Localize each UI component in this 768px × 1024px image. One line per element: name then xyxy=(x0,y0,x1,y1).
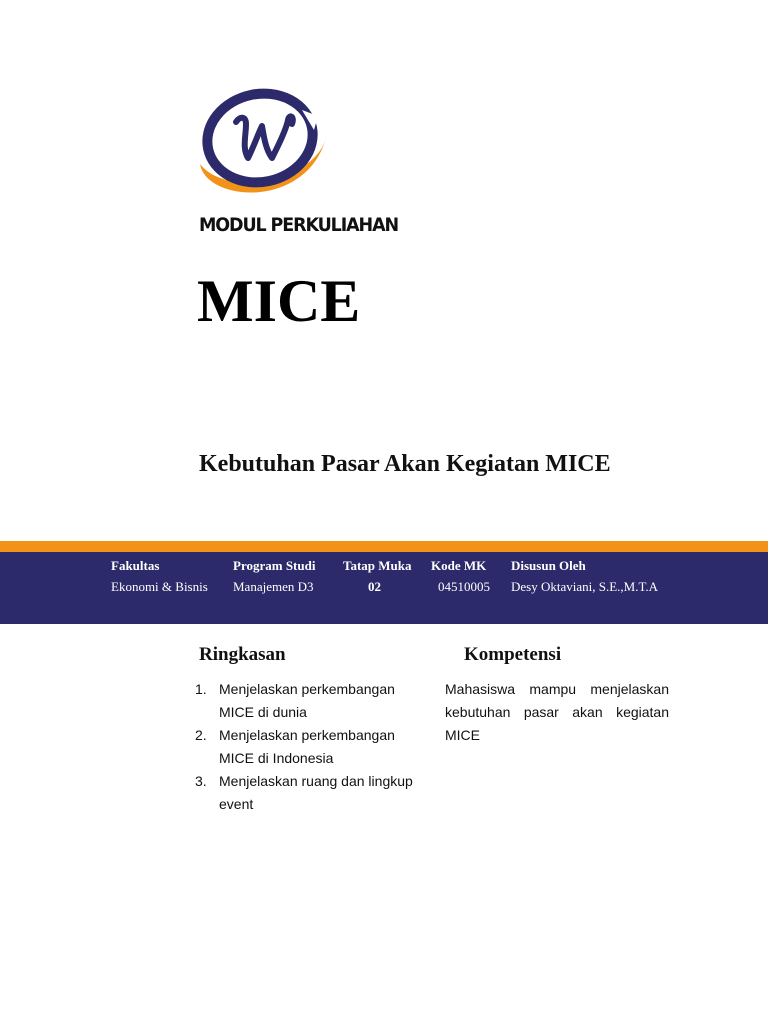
info-label: Disusun Oleh xyxy=(511,558,586,573)
info-value: 04510005 xyxy=(438,579,490,594)
list-item xyxy=(195,724,427,770)
university-logo xyxy=(196,86,330,208)
module-label: MODUL PERKULIAHAN xyxy=(199,214,399,236)
module-subtitle: Kebutuhan Pasar Akan Kegiatan MICE xyxy=(199,451,611,477)
competence-text: Mahasiswa mampu menjelaskan kebutuhan pasar akan kegiatan MICE xyxy=(445,681,669,743)
info-value: Desy Oktaviani, S.E.,M.T.A xyxy=(511,579,659,594)
list-number: 2. xyxy=(195,727,207,743)
course-info-band xyxy=(0,552,768,624)
info-value: 02 xyxy=(368,579,381,594)
w-logo-icon xyxy=(196,86,330,208)
info-value: Ekonomi & Bisnis xyxy=(111,579,208,594)
info-label: Program Studi xyxy=(233,558,316,573)
info-label: Tatap Muka xyxy=(343,558,412,573)
list-number: 1. xyxy=(195,681,207,697)
info-label: Fakultas xyxy=(111,558,160,573)
list-item-text: Menjelaskan perkembangan MICE di Indonesia xyxy=(219,727,395,766)
course-title: MICE xyxy=(197,268,361,334)
list-item-text: Menjelaskan perkembangan MICE di dunia xyxy=(219,681,395,720)
info-value: Manajemen D3 xyxy=(233,579,314,594)
info-label: Kode MK xyxy=(431,558,487,573)
orange-stripe xyxy=(0,541,768,552)
summary-list xyxy=(195,678,427,816)
competence-heading: Kompetensi xyxy=(464,644,562,665)
list-item xyxy=(195,770,427,816)
summary-heading: Ringkasan xyxy=(199,644,286,665)
list-item-text: Menjelaskan ruang dan lingkup event xyxy=(219,773,413,812)
list-item xyxy=(195,678,427,724)
list-number: 3. xyxy=(195,773,207,789)
